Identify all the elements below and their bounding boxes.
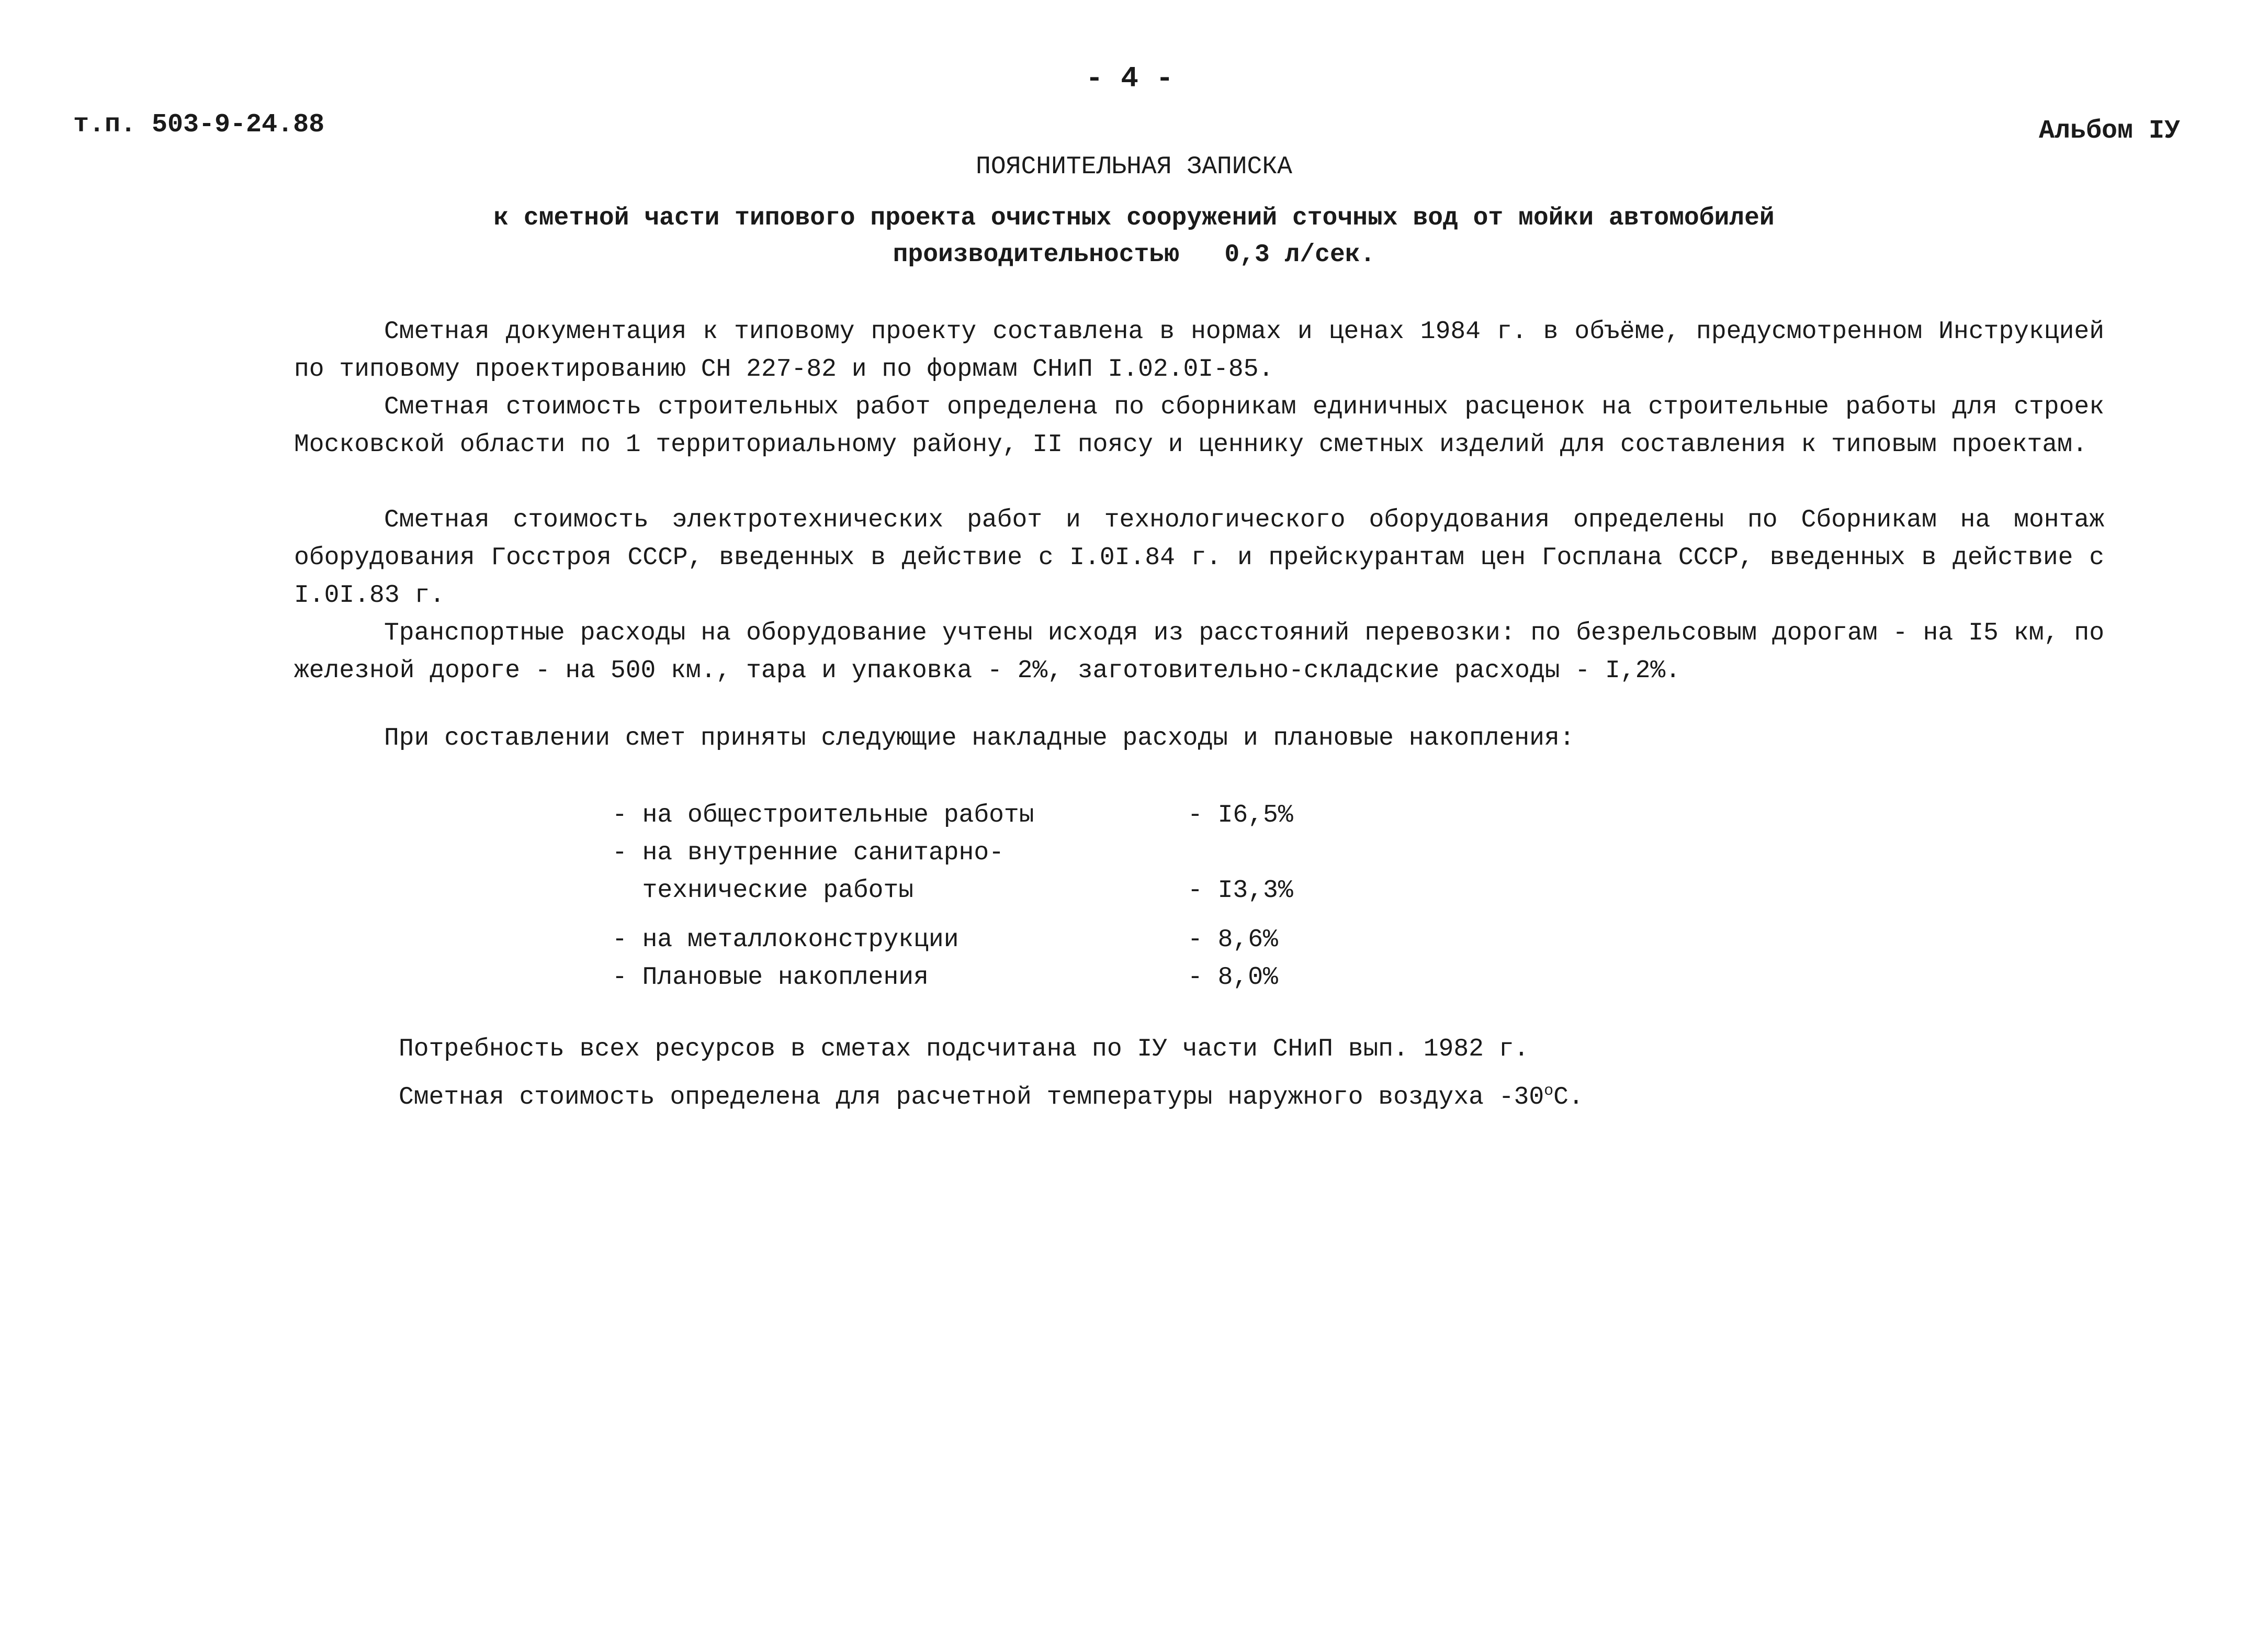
document-code: т.п. 503-9-24.88 <box>73 110 325 140</box>
rate-label: - Плановые накопления <box>612 963 929 992</box>
paragraph-transport-cost: Транспортные расходы на оборудование учтены исходя из расстояний перевозки: по безрельсовым дорогам - на I5 км, по железной дороге - на 500 км., тара и упаковка - 2%, заготовительно-складские расходы - I,2%. <box>294 619 2104 685</box>
page-subtitle-capacity: производительностью 0,3 л/сек. <box>893 241 1375 269</box>
rate-value: - I6,5% <box>1188 801 1293 829</box>
paragraph-documentation: Сметная документация к типовому проекту составлена в нормах и ценах 1984 г. в объёме, предусмотренном Инструкцией по типовому проектированию СН 227-82 и по формам СНиП I.02.0I-85. <box>294 318 2104 384</box>
rate-value: - 8,0% <box>1188 963 1278 992</box>
rate-label: - на металлоконструкции <box>612 926 959 954</box>
page-subtitle: к сметной части типового проекта очистных сооружений сточных вод от мойки автомобилей <box>493 204 1775 232</box>
temperature-unit: С. <box>1553 1083 1584 1112</box>
rate-value: - I3,3% <box>1188 877 1293 905</box>
degree-mark: о <box>1544 1082 1554 1100</box>
album-label: Альбом IУ <box>2038 116 2180 146</box>
rate-value: - 8,6% <box>1188 926 1278 954</box>
temperature-note-text: Сметная стоимость определена для расчетной температуры наружного воздуха -30 <box>399 1083 1544 1112</box>
page-number: - 4 - <box>1086 62 1174 95</box>
resources-note: Потребность всех ресурсов в сметах подсчитана по IУ части СНиП вып. 1982 г. <box>399 1035 1529 1063</box>
paragraph-electrical-cost: Сметная стоимость электротехнических работ и технологического оборудования определены по Сборникам на монтаж оборудования Госстроя СССР, введенных в действие с I.0I.84 г. и прейскурантам цен Госплана СССР, введенных в действие с I.0I.83 г. <box>294 506 2104 610</box>
rate-label: - на общестроительные работы <box>612 801 1034 829</box>
rates-intro: При составлении смет приняты следующие накладные расходы и плановые накопления: <box>384 724 1575 753</box>
paragraph-construction-cost: Сметная стоимость строительных работ определена по сборникам единичных расценок на строительные работы для строек Московской области по 1 территориальному району, II поясу и ценнику сметных изделий для составления к типовым проектам. <box>294 393 2104 459</box>
rate-label: - на внутренние санитарно- технические работы <box>612 839 1004 905</box>
page-title: ПОЯСНИТЕЛЬНАЯ ЗАПИСКА <box>976 153 1292 181</box>
temperature-note <box>399 1082 1584 1112</box>
